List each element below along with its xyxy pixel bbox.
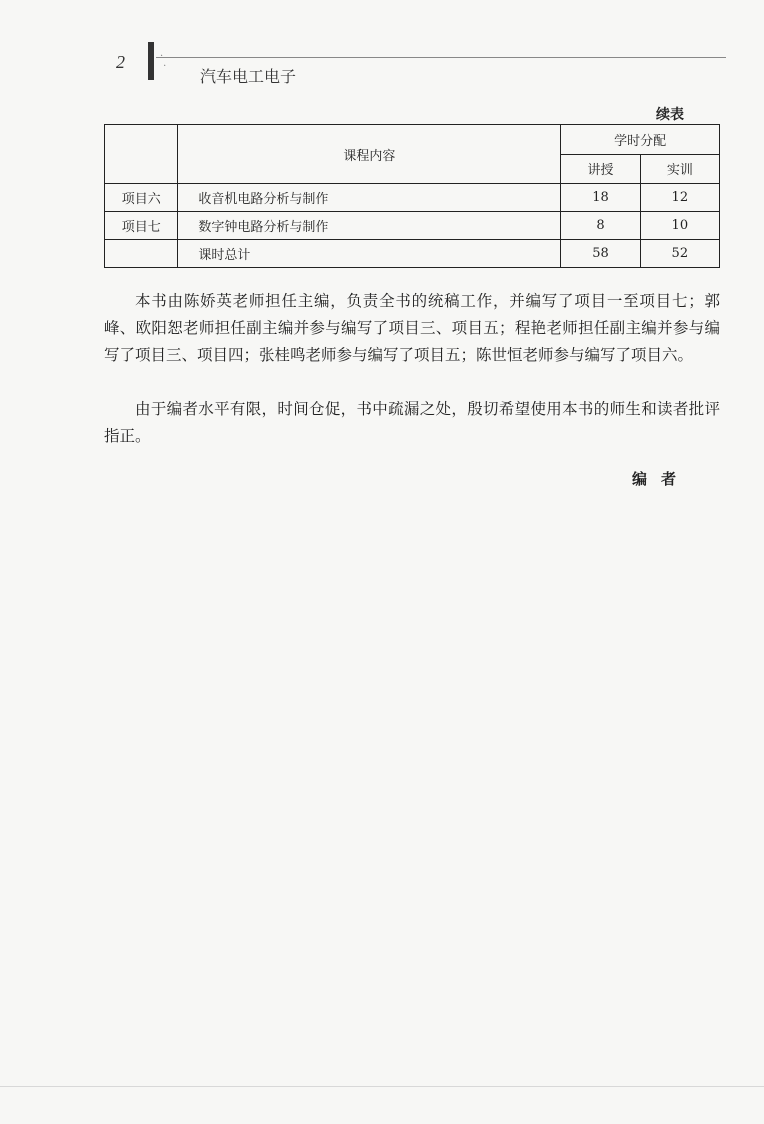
book-title: 汽车电工电子: [200, 67, 297, 86]
row-practice: 10: [640, 212, 719, 240]
row-practice: 12: [640, 184, 719, 212]
row-practice: 52: [640, 240, 719, 268]
table-row: [105, 212, 720, 240]
row-project: 项目七: [105, 212, 178, 240]
header-course-content: 课程内容: [178, 125, 561, 184]
row-project: 项目六: [105, 184, 178, 212]
table-row: [105, 184, 720, 212]
row-project: [105, 240, 178, 268]
row-content: 课时总计: [178, 240, 561, 268]
row-content: 收音机电路分析与制作: [178, 184, 561, 212]
continued-label: 续表: [656, 107, 684, 123]
header-lecture: 讲授: [561, 154, 640, 184]
table-row: [105, 240, 720, 268]
row-lecture: 8: [561, 212, 640, 240]
header-dots: ·: [160, 61, 167, 72]
header-rule: [156, 57, 726, 58]
course-hours-table: [104, 124, 720, 268]
body-paragraph-authors: 本书由陈娇英老师担任主编，负责全书的统稿工作，并编写了项目一至项目七；郭峰、欧阳恕老师担任副主编并参与编写了项目三、项目五；程艳老师担任副主编并参与编写了项目三、项目四；张桂鸣老师参与编写了项目五；陈世恒老师参与编写了项目六。: [104, 292, 720, 364]
table-corner-cell: [105, 125, 178, 184]
header-practice: 实训: [640, 154, 719, 184]
signature: 编者: [632, 470, 691, 488]
header-bar: [148, 42, 154, 80]
row-lecture: 58: [561, 240, 640, 268]
row-lecture: 18: [561, 184, 640, 212]
body-paragraph-apology: 由于编者水平有限，时间仓促，书中疏漏之处，殷切希望使用本书的师生和读者批评指正。: [104, 400, 720, 445]
row-content: 数字钟电路分析与制作: [178, 212, 561, 240]
header-hours-allocation: 学时分配: [561, 125, 720, 155]
page-number: 2: [116, 52, 125, 72]
bottom-edge: [0, 1086, 764, 1087]
